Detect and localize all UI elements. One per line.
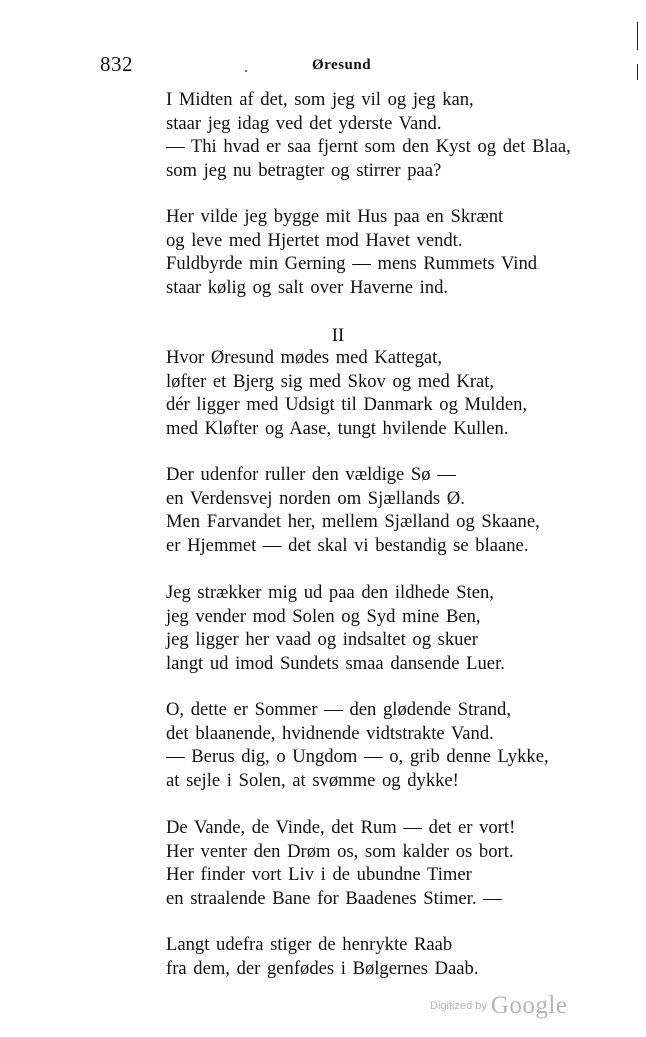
page-margin-mark — [637, 22, 638, 50]
stanza — [166, 933, 596, 980]
stanza — [166, 581, 596, 698]
verse-line: at sejle i Solen, at svømme og dykke! — [166, 769, 459, 791]
stanza — [166, 698, 596, 816]
verse-line: staar kølig og salt over Haverne ind. — [166, 276, 449, 298]
verse-line: Langt udefra stiger de henrykte Raab — [166, 934, 453, 955]
verse-line: — Thi hvad er saa fjernt som den Kyst og det Blaa, — [166, 136, 571, 157]
poem-part-1 — [166, 88, 596, 299]
digitized-label: Digitized by — [430, 1000, 487, 1012]
page-number: 832 — [100, 52, 133, 76]
verse-line: det blaanende, hvidnende vidtstrakte Vand. — [166, 722, 494, 744]
verse-line: og leve med Hjertet mod Havet vendt. — [166, 229, 463, 251]
stanza — [166, 346, 596, 463]
verse-line: en straalende Bane for Baadenes Stimer. — — [166, 887, 502, 909]
stray-dot — [245, 70, 247, 72]
verse-line: fra dem, der genfødes i Bølgernes Daab. — [166, 957, 479, 979]
verse-line: Jeg strækker mig ud paa den ildhede Sten, — [166, 582, 494, 603]
verse-line: jeg vender mod Solen og Syd mine Ben, — [166, 605, 481, 627]
verse-line: Her finder vort Liv i de ubundne Timer — [166, 864, 472, 885]
stanza — [166, 816, 596, 933]
verse-line: løfter et Bjerg sig med Skov og med Krat, — [166, 370, 495, 392]
verse-line: O, dette er Sommer — den glødende Strand, — [166, 699, 511, 720]
verse-line: jeg ligger her vaad og indsaltet og skuer — [166, 629, 478, 650]
verse-line: er Hjemmet — det skal vi bestandig se blaane. — [166, 534, 529, 556]
running-title: Øresund — [312, 57, 372, 73]
stanza — [166, 205, 596, 299]
digitized-by-watermark — [430, 992, 567, 1020]
verse-line: med Kløfter og Aase, tungt hvilende Kullen. — [166, 417, 509, 439]
verse-line: dér ligger med Udsigt til Danmark og Mulden, — [166, 394, 528, 415]
verse-line: en Verdensvej norden om Sjællands Ø. — [166, 487, 465, 509]
stanza — [166, 463, 596, 581]
section-number: II — [331, 325, 345, 346]
verse-line: Her venter den Drøm os, som kalder os bort. — [166, 840, 514, 862]
verse-line: Hvor Øresund mødes med Kattegat, — [166, 347, 442, 368]
verse-line: Men Farvandet her, mellem Sjælland og Skaane, — [166, 511, 540, 532]
page-margin-mark — [637, 64, 638, 80]
verse-line: Der udenfor ruller den vældige Sø — — [166, 464, 456, 485]
poem-part-2 — [166, 346, 596, 980]
verse-line: Her vilde jeg bygge mit Hus paa en Skrænt — [166, 206, 504, 227]
verse-line: som jeg nu betragter og stirrer paa? — [166, 159, 442, 181]
verse-line: — Berus dig, o Ungdom — o, grib denne Lykke, — [166, 746, 549, 767]
verse-line: I Midten af det, som jeg vil og jeg kan, — [166, 89, 474, 110]
verse-line: staar jeg idag ved det yderste Vand. — [166, 112, 442, 134]
verse-line: langt ud imod Sundets smaa dansende Luer. — [166, 652, 505, 674]
stanza — [166, 88, 596, 205]
verse-line: Fuldbyrde min Gerning — mens Rummets Vind — [166, 253, 538, 274]
verse-line: De Vande, de Vinde, det Rum — det er vort! — [166, 817, 516, 838]
google-logo: Google — [490, 992, 568, 1019]
